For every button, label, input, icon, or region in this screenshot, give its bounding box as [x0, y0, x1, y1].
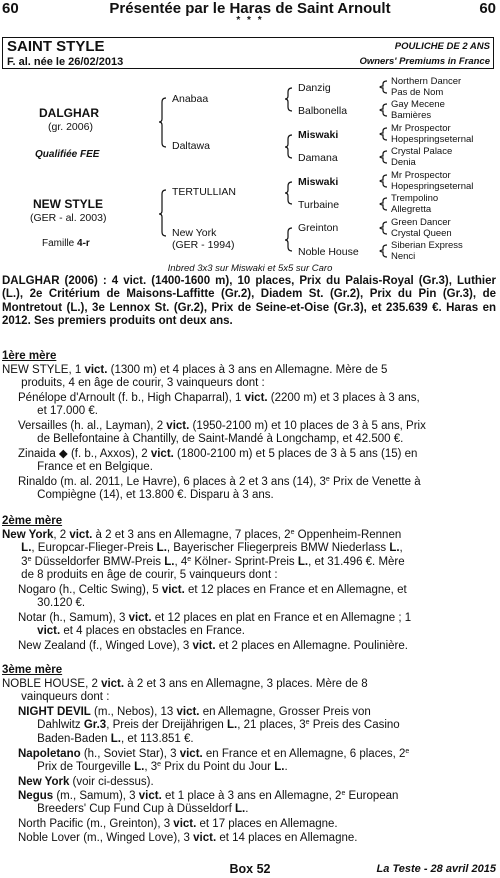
page-title: Présentée par le Haras de Saint Arnoult — [109, 0, 391, 17]
g3-danzig: Danzig — [298, 82, 331, 94]
first-dam-heading: 1ère mère — [2, 350, 57, 362]
produce-noble-lover: Noble Lover (m., Winged Love), 3 vict. et 14 places en Allemagne. — [18, 832, 358, 844]
g4-1: Northern Dancer — [391, 76, 462, 87]
produce-versailles: Versailles (h. al., Layman), 2 vict. (1950-2100 m) et 10 places de 3 à 5 ans, Prix de Bellefontaine à Chantilly, de Saint-Mandé à Longchamp, et 42.500 €. — [18, 420, 426, 446]
produce-penelope: Pénélope d'Arnoult (f. b., High Chaparral), 1 vict. (2200 m) et 3 places à 3 ans, et 17.000 €. — [18, 392, 420, 418]
g3-damana: Damana — [298, 152, 338, 164]
g3-balbonella: Balbonella — [298, 105, 348, 117]
g2-tertullian: TERTULLIAN — [172, 186, 236, 198]
g3-noble-house: Noble House — [298, 246, 359, 258]
third-dam-record: NOBLE HOUSE, 2 vict. à 2 et 3 ans en Allemagne, 3 places. Mère de 8 vainqueurs dont : — [2, 678, 368, 704]
g4-14: Crystal Queen — [391, 228, 452, 239]
g2-new-york: New York — [172, 227, 217, 239]
page-number-right: 60 — [479, 0, 496, 17]
sire-note: Qualifiée FEE — [35, 149, 100, 160]
g2-daltawa: Daltawa — [172, 140, 210, 152]
g4-2: Pas de Nom — [391, 87, 444, 98]
sire-name: DALGHAR — [39, 106, 99, 120]
sire-record: DALGHAR (2006) : 4 vict. (1400-1600 m), 10 places, Prix du Palais-Royal (Gr.3), Luthier (L.), 2e Critérium de Maisons-Laffitte (Gr.2), Diadem St. (Gr.2), Prix du Pin (Gr.3), de Montretout (L.), 3e Lennox St. (Gr.2), Prix de Seine-et-Oise (Gr.3), et 235.639 €. Haras en 2012. Ses premiers produits ont deux ans. — [2, 275, 496, 327]
third-dam-heading: 3ème mère — [2, 664, 63, 676]
sale-location-date: La Teste - 28 avril 2015 — [376, 863, 496, 875]
g2-anabaa: Anabaa — [172, 93, 209, 105]
second-dam-heading: 2ème mère — [2, 515, 63, 527]
g2-new-york-detail: (GER - 1994) — [172, 239, 235, 251]
box-number: Box 52 — [229, 862, 271, 876]
dam-name: NEW STYLE — [33, 197, 104, 211]
g3-miswaki: Miswaki — [298, 129, 339, 141]
produce-notar: Notar (h., Samum), 3 vict. et 12 places en plat en France et en Allemagne ; 1 vict. et 4 places en obstacles en France. — [18, 612, 412, 638]
g4-6: Hopespringseternal — [391, 134, 474, 145]
produce-zinaida: Zinaida ◆ (f. b., Axxos), 2 vict. (1800-2100 m) et 5 places de 3 à 5 ans (15) en France et en Belgique. — [18, 448, 418, 474]
g4-4: Bamières — [391, 110, 432, 121]
g4-5: Mr Prospector — [391, 123, 451, 134]
g4-16: Nenci — [391, 251, 416, 262]
g4-10: Hopespringseternal — [391, 181, 474, 192]
g4-15: Siberian Express — [391, 240, 463, 251]
owners-premiums: Owners' Premiums in France — [359, 56, 490, 67]
produce-napoletano: Napoletano (h., Soviet Star), 3 vict. en France et en Allemagne, 6 places, 2e Prix de Tourgeville L., 3e Prix du Point du Jour L.. — [18, 748, 410, 774]
g4-7: Crystal Palace — [391, 146, 453, 157]
g4-3: Gay Mecene — [391, 99, 445, 110]
dam-detail: (GER - al. 2003) — [30, 212, 107, 224]
dam-family-label: Famille — [42, 238, 78, 249]
g4-9: Mr Prospector — [391, 170, 451, 181]
g4-8: Denia — [391, 157, 416, 168]
produce-nogaro: Nogaro (h., Celtic Swing), 5 vict. et 12 places en France et en Allemagne, et 30.120 €. — [18, 584, 407, 610]
page-number-left: 60 — [2, 0, 19, 17]
produce-new-york: New York (voir ci-dessus). — [18, 776, 154, 788]
horse-name: SAINT STYLE — [7, 38, 105, 55]
produce-new-zealand: New Zealand (f., Winged Love), 3 vict. et 2 places en Allemagne. Poulinière. — [18, 640, 408, 652]
inbreeding-note: Inbred 3x3 sur Miswaki et 5x5 sur Caro — [167, 263, 333, 274]
produce-north-pacific: North Pacific (m., Greinton), 3 vict. et 17 places en Allemagne. — [18, 818, 338, 830]
produce-rinaldo: Rinaldo (m. al. 2011, Le Havre), 6 places à 2 et 3 ans (14), 3e Prix de Venette à Compiègne (14), et 13.800 €. Disparu à 3 ans. — [18, 476, 421, 502]
g3-turbaine: Turbaine — [298, 199, 340, 211]
title-stars: * * * — [236, 15, 264, 26]
horse-title-box — [2, 37, 494, 69]
produce-negus: Negus (m., Samum), 3 vict. et 1 place à 3 ans en Allemagne, 2e European Breeders' Cup Fund Cup à Düsseldorf L.. — [18, 790, 399, 816]
produce-night-devil: NIGHT DEVIL (m., Nebos), 13 vict. en Allemagne, Grosser Preis von Dahlwitz Gr.3, Preis der Dreijährigen L., 21 places, 3e Preis des Casino Baden-Baden L., et 113.851 €. — [18, 706, 400, 745]
g3-greinton: Greinton — [298, 222, 339, 234]
g4-13: Green Dancer — [391, 217, 451, 228]
first-dam-record: NEW STYLE, 1 vict. (1300 m) et 4 places à 3 ans en Allemagne. Mère de 5 produits, 4 en âge de courir, 3 vainqueurs dont : — [2, 364, 388, 390]
g4-11: Trempolino — [391, 193, 439, 204]
second-dam-record: New York, 2 vict. à 2 et 3 ans en Allemagne, 7 places, 2e Oppenheim-Rennen L., Europcar-Flieger-Preis L., Bayerischer Fliegerpreis BMW Niederlass L., 3e Düsseldorfer BMW-Preis L., 4e Kölner- Sprint-Preis L., et 31.496 €. Mère de 8 produits en âge de courir, 5 vainqueurs dont : — [2, 529, 405, 582]
g3-miswaki-2: Miswaki — [298, 176, 339, 188]
dam-family — [42, 238, 90, 249]
horse-sex-age: POULICHE DE 2 ANS — [394, 41, 490, 52]
sire-detail: (gr. 2006) — [48, 121, 93, 133]
g4-12: Allegretta — [391, 204, 432, 215]
dam-family-number: 4-r — [77, 238, 90, 249]
horse-birth: F. al. née le 26/02/2013 — [7, 56, 124, 68]
